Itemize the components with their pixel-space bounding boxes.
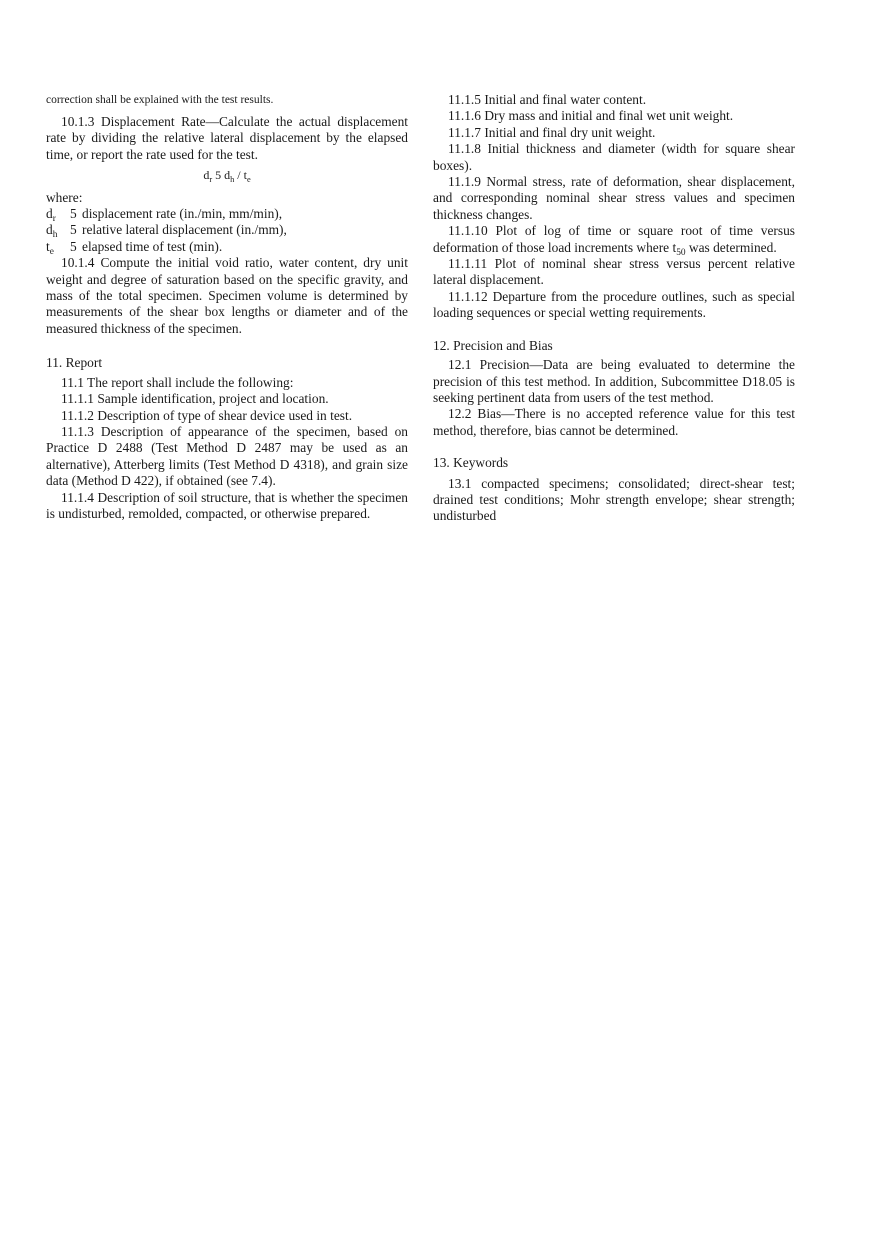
- def-text: displacement rate (in./min, mm/min),: [82, 206, 283, 222]
- para-10-1-3: 10.1.3 Displacement Rate—Calculate the actual displacement rate by dividing the relative lateral displacement by the elapsed time, or report the rate used for the test.: [46, 114, 408, 162]
- def-text: elapsed time of test (min).: [82, 238, 223, 254]
- para-11-1-3: 11.1.3 Description of appearance of the specimen, based on Practice D 2488 (Test Method D 2487 may be used as an alternative), Atterberg limits (Test Method D 4318), and grain size data (Method D 422), if obtained (see 7.4).: [46, 423, 408, 489]
- para-11-1-6: 11.1.6 Dry mass and initial and final wet unit weight.: [448, 108, 734, 124]
- def-symbol: $d_h$: [46, 222, 58, 241]
- para-11-1-7: 11.1.7 Initial and final dry unit weight.: [448, 124, 656, 140]
- def-equals: 5: [70, 222, 77, 238]
- para-11-1-11: 11.1.11 Plot of nominal shear stress versus percent relative lateral displacement.: [433, 256, 795, 288]
- para-13-1: 13.1 compacted specimens; consolidated; direct-shear test; drained test conditions; Mohr strength envelope; shear strength; undisturbed: [433, 475, 795, 524]
- para-11-1-9: 11.1.9 Normal stress, rate of deformation, shear displacement, and corresponding nominal shear stress values and specimen thickness changes.: [433, 174, 795, 222]
- para-11-1: 11.1 The report shall include the following:: [61, 374, 294, 390]
- para-12-2: 12.2 Bias—There is no accepted reference value for this test method, therefore, bias cannot be determined.: [433, 406, 795, 438]
- displacement-rate-formula: [46, 167, 408, 183]
- def-equals: 5: [70, 238, 77, 254]
- formula-sub-r: r: [209, 175, 213, 185]
- formula-d: d: [203, 168, 210, 183]
- para-11-1-1: 11.1.1 Sample identification, project and location.: [61, 391, 329, 407]
- def-text: relative lateral displacement (in./mm),: [82, 222, 287, 238]
- carry-over-text: correction shall be explained with the test results.: [46, 94, 274, 106]
- def-equals: 5: [70, 206, 77, 222]
- para-11-1-8: 11.1.8 Initial thickness and diameter (width for square shear boxes).: [433, 141, 795, 173]
- definition-row: [46, 206, 408, 225]
- where-label: where:: [46, 189, 83, 205]
- formula-sub-h: h: [230, 175, 235, 185]
- section-heading-13: 13. Keywords: [433, 455, 509, 471]
- def-symbol: $t_e$: [46, 238, 54, 257]
- para-10-1-4: 10.1.4 Compute the initial void ratio, water content, dry unit weight and degree of saturation based on the specific gravity, and mass of the total specimen. Specimen volume is determined by measurements of the shear box lengths or diameter and of the measured thickness of the specimen.: [46, 255, 408, 336]
- definition-row: [46, 222, 408, 241]
- right-column: [433, 92, 795, 525]
- para-11-1-12: 11.1.12 Departure from the procedure outlines, such as special loading sequences or special wetting requirements.: [433, 288, 795, 321]
- para-11-1-10: 11.1.10 Plot of log of time or square root of time versus deformation of those load increments where $t_{50}$ was determined.: [433, 223, 795, 258]
- section-heading-12: 12. Precision and Bias: [433, 337, 553, 353]
- para-11-1-2: 11.1.2 Description of type of shear device used in test.: [61, 407, 353, 423]
- formula-sub-e: e: [246, 175, 251, 185]
- def-symbol: $d_r$: [46, 206, 56, 225]
- section-heading-11: 11. Report: [46, 355, 103, 371]
- para-12-1: 12.1 Precision—Data are being evaluated to determine the precision of this test method. In addition, Subcommittee D18.05 is seeking pertinent data from users of the test method.: [433, 357, 795, 405]
- para-11-1-4: 11.1.4 Description of soil structure, that is whether the specimen is undisturbed, remolded, compacted, or otherwise prepared.: [46, 489, 408, 521]
- left-column: [46, 92, 408, 522]
- formula-mid: 5 d: [212, 168, 231, 183]
- formula-slash: / t: [234, 168, 247, 183]
- definition-row: [46, 239, 408, 255]
- para-11-1-5: 11.1.5 Initial and final water content.: [448, 92, 647, 107]
